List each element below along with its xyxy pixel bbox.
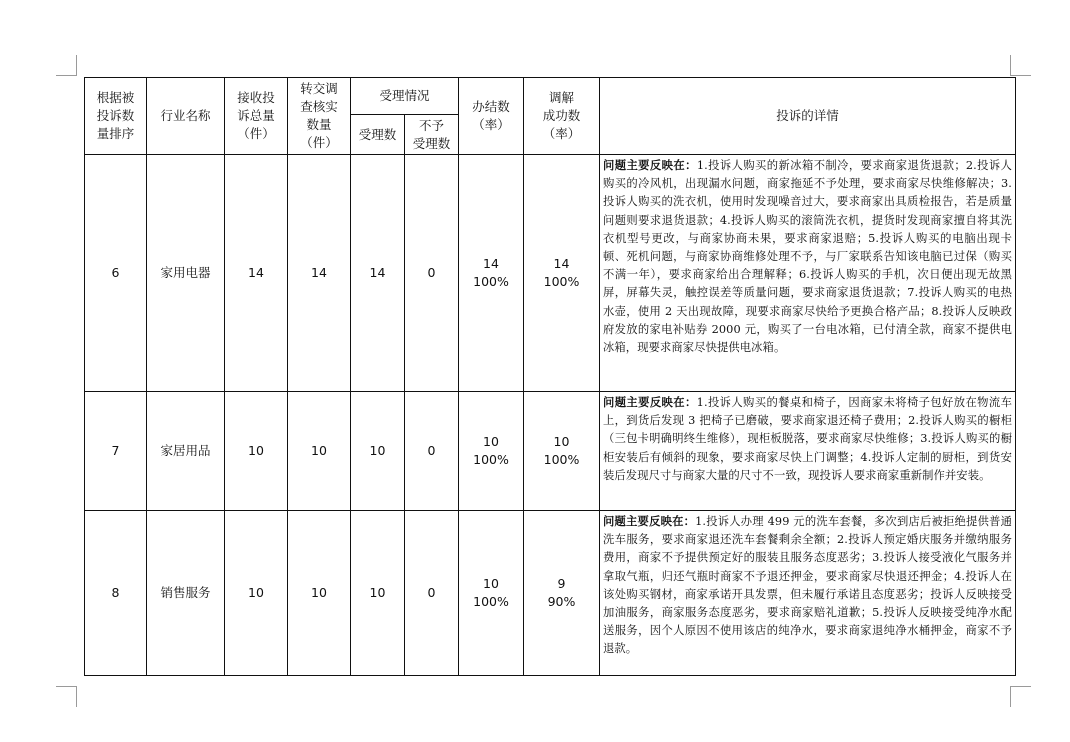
- header-not-accepted: 不予 受理数: [405, 115, 459, 155]
- closed-cell: 10 100%: [459, 392, 524, 511]
- received-cell: 10: [225, 392, 288, 511]
- received-cell: 14: [225, 155, 288, 392]
- header-transferred: 转交调 查核实 数量 （件）: [288, 78, 351, 155]
- table-row: [85, 511, 1016, 676]
- accepted-cell: 10: [351, 511, 405, 676]
- rank-cell: 8: [85, 511, 147, 676]
- header-industry: 行业名称: [147, 78, 225, 155]
- mediated-cell: 14 100%: [524, 155, 600, 392]
- mediated-cell: 10 100%: [524, 392, 600, 511]
- detail-cell: 问题主要反映在：1.投诉人购买的餐桌和椅子，因商家未将椅子包好放在物流车上，到货后发现 3 把椅子已磨破，要求商家退还椅子费用；2.投诉人购买的橱柜（三包卡明确明终生维修），现柜板脱落，要求商家尽快维修；3.投诉人购买的橱柜安装后有倾斜的现象，要求商家尽快上门调整；4.投诉人定制的厨柜，到货安装后发现尺寸与商家大量的尺寸不一致，现投诉人要求商家重新制作并安装。: [600, 392, 1016, 511]
- complaint-table: [84, 77, 1016, 676]
- detail-cell: 问题主要反映在：1.投诉人办理 499 元的洗车套餐，多次到店后被拒绝提供普通洗车服务，要求商家退还洗车套餐剩余全额；2.投诉人预定婚庆服务并缴纳服务费用，商家不予提供预定好的服装且服务态度恶劣；3.投诉人接受液化气服务并拿取气瓶，归还气瓶时商家不予退还押金，要求商家尽快退还押金；4.投诉人在该处购买钢材，商家承诺开具发票，但未履行承诺且态度恶劣；投诉人反映接受加油服务，商家服务态度恶劣，要求商家赔礼道歉；5.投诉人反映接受纯净水配送服务，因个人原因不使用该店的纯净水，要求商家退纯净水桶押金，商家不予退款。: [600, 511, 1016, 676]
- header-received: 接收投 诉总量 （件）: [225, 78, 288, 155]
- table-row: [85, 392, 1016, 511]
- header-mediated: 调解 成功数 （率）: [524, 78, 600, 155]
- not-accepted-cell: 0: [405, 155, 459, 392]
- industry-cell: 家用电器: [147, 155, 225, 392]
- crop-mark-bottom-left: [56, 686, 77, 707]
- industry-cell: 家居用品: [147, 392, 225, 511]
- header-accepted: 受理数: [351, 115, 405, 155]
- mediated-cell: 9 90%: [524, 511, 600, 676]
- transferred-cell: 14: [288, 155, 351, 392]
- closed-cell: 10 100%: [459, 511, 524, 676]
- crop-mark-top-right: [1010, 55, 1031, 76]
- rank-cell: 7: [85, 392, 147, 511]
- accepted-cell: 10: [351, 392, 405, 511]
- closed-cell: 14 100%: [459, 155, 524, 392]
- not-accepted-cell: 0: [405, 392, 459, 511]
- transferred-cell: 10: [288, 392, 351, 511]
- received-cell: 10: [225, 511, 288, 676]
- crop-mark-bottom-right: [1010, 686, 1031, 707]
- table-row: [85, 155, 1016, 392]
- header-closed: 办结数 （率）: [459, 78, 524, 155]
- not-accepted-cell: 0: [405, 511, 459, 676]
- detail-cell: 问题主要反映在：1.投诉人购买的新冰箱不制冷，要求商家退货退款；2.投诉人购买的冷风机，出现漏水问题，商家拖延不予处理，要求商家尽快维修解决；3.投诉人购买的洗衣机，使用时发现噪音过大，要求商家出具质检报告，若是质量问题则要求退货退款；4.投诉人购买的滚筒洗衣机，提货时发现商家擅自将其洗衣机型号更改，与商家协商未果，要求商家退赔；5.投诉人购买的电脑出现卡顿、死机问题，与商家协商维修处理不予，与厂家联系告知该电脑已过保（购买不满一年），要求商家给出合理解释；6.投诉人购买的手机，次日便出现无故黑屏，屏幕失灵，触控误差等质量问题，要求商家退货退款；7.投诉人购买的电热水壶，使用 2 天出现故障，现要求商家尽快给予更换合格产品；8.投诉人反映政府发放的家电补贴券 2000 元，购买了一台电冰箱，已付清全款，商家不提供电冰箱，现要求商家尽快提供电冰箱。: [600, 155, 1016, 392]
- rank-cell: 6: [85, 155, 147, 392]
- accepted-cell: 14: [351, 155, 405, 392]
- transferred-cell: 10: [288, 511, 351, 676]
- header-rank: 根据被 投诉数 量排序: [85, 78, 147, 155]
- header-acceptance: 受理情况: [351, 78, 459, 115]
- industry-cell: 销售服务: [147, 511, 225, 676]
- header-details: 投诉的详情: [600, 78, 1016, 155]
- crop-mark-top-left: [56, 55, 77, 76]
